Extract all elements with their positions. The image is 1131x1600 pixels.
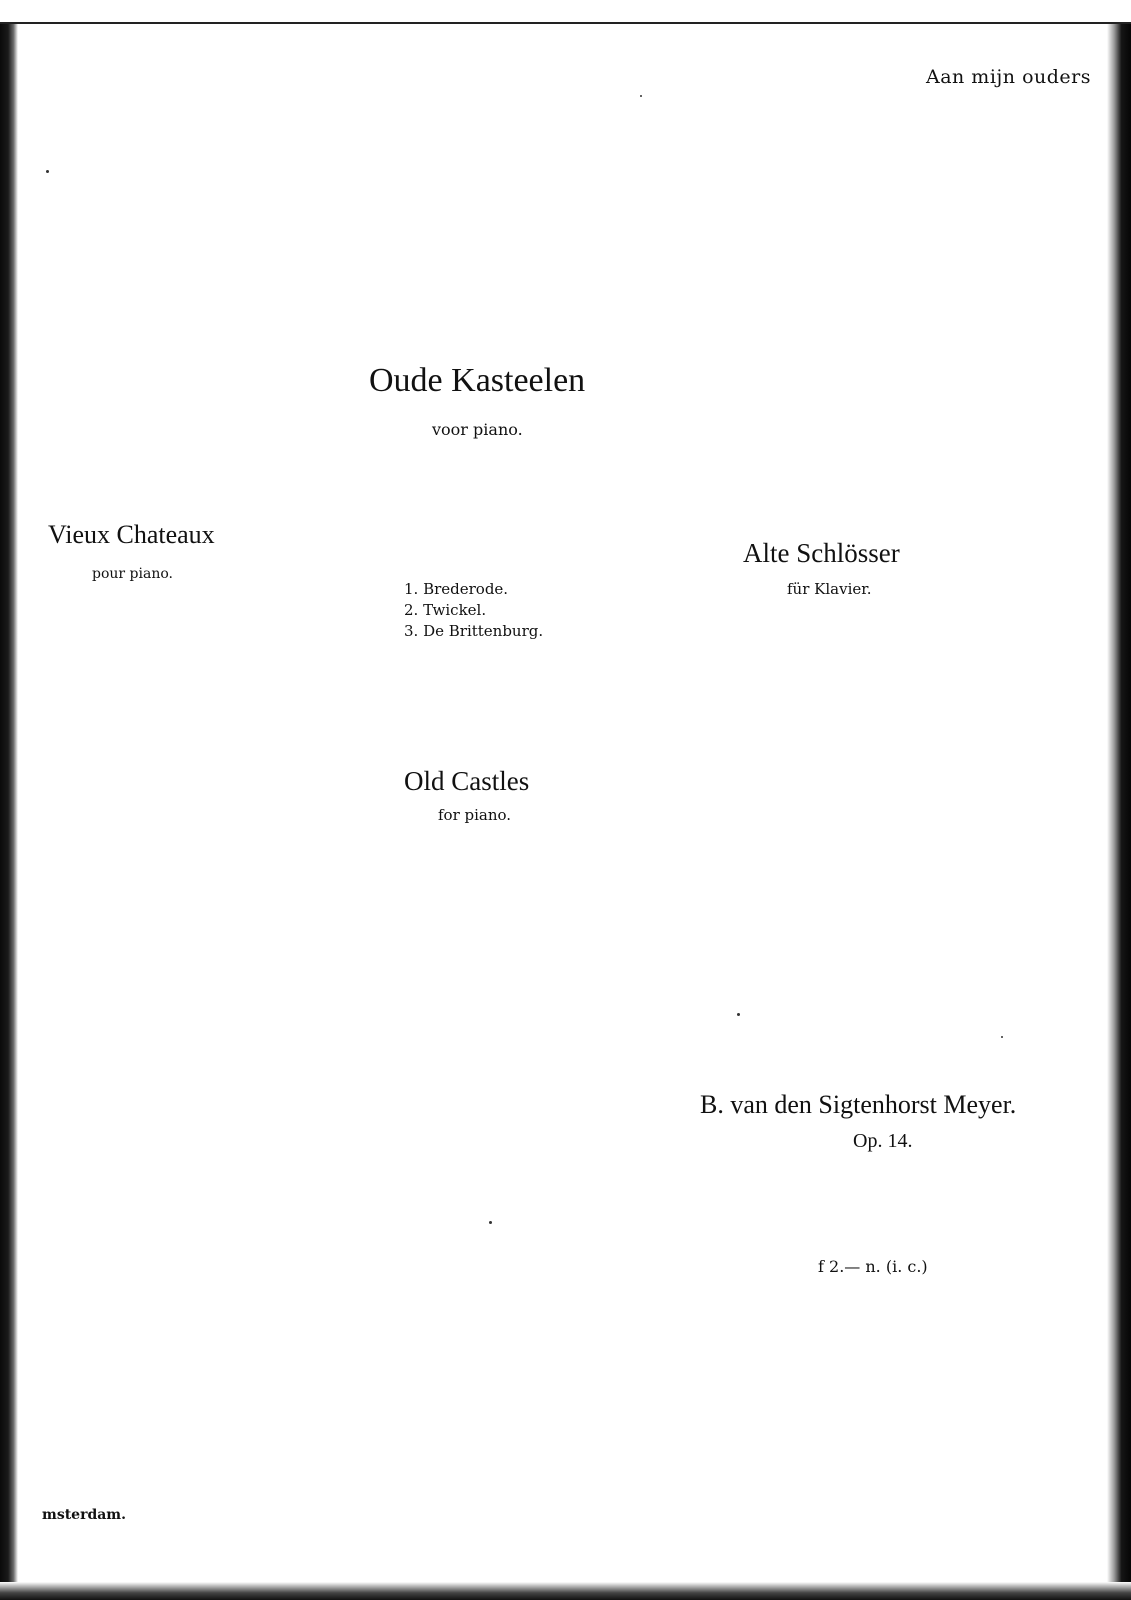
french-subtitle: pour piano.	[92, 566, 173, 582]
contents-item: 2. Twickel.	[404, 601, 487, 619]
french-title: Vieux Chateaux	[48, 520, 215, 549]
scan-left-edge	[0, 24, 18, 1584]
scan-top-edge	[0, 0, 1131, 24]
scan-speck	[737, 1013, 740, 1016]
scan-bottom-edge	[0, 1582, 1131, 1600]
dutch-title: Oude Kasteelen	[369, 362, 586, 399]
opus-number: Op. 14.	[853, 1130, 913, 1152]
english-title: Old Castles	[404, 766, 530, 796]
scan-speck	[640, 95, 642, 97]
dedication: Aan mijn ouders	[925, 66, 1091, 88]
dutch-subtitle: voor piano.	[432, 420, 523, 439]
scan-right-edge	[1107, 24, 1131, 1584]
price: f 2.— n. (i. c.)	[818, 1257, 928, 1276]
german-title: Alte Schlösser	[743, 538, 900, 568]
contents-list	[404, 579, 543, 642]
contents-item: 3. De Brittenburg.	[404, 622, 544, 640]
publisher-place: msterdam.	[42, 1507, 126, 1523]
scan-speck	[46, 170, 49, 173]
contents-item: 1. Brederode.	[404, 580, 509, 598]
scan-speck	[489, 1221, 492, 1224]
scan-speck	[1001, 1036, 1003, 1038]
composer-name: B. van den Sigtenhorst Meyer.	[700, 1090, 1017, 1119]
english-subtitle: for piano.	[438, 806, 512, 824]
german-subtitle: für Klavier.	[787, 580, 872, 598]
